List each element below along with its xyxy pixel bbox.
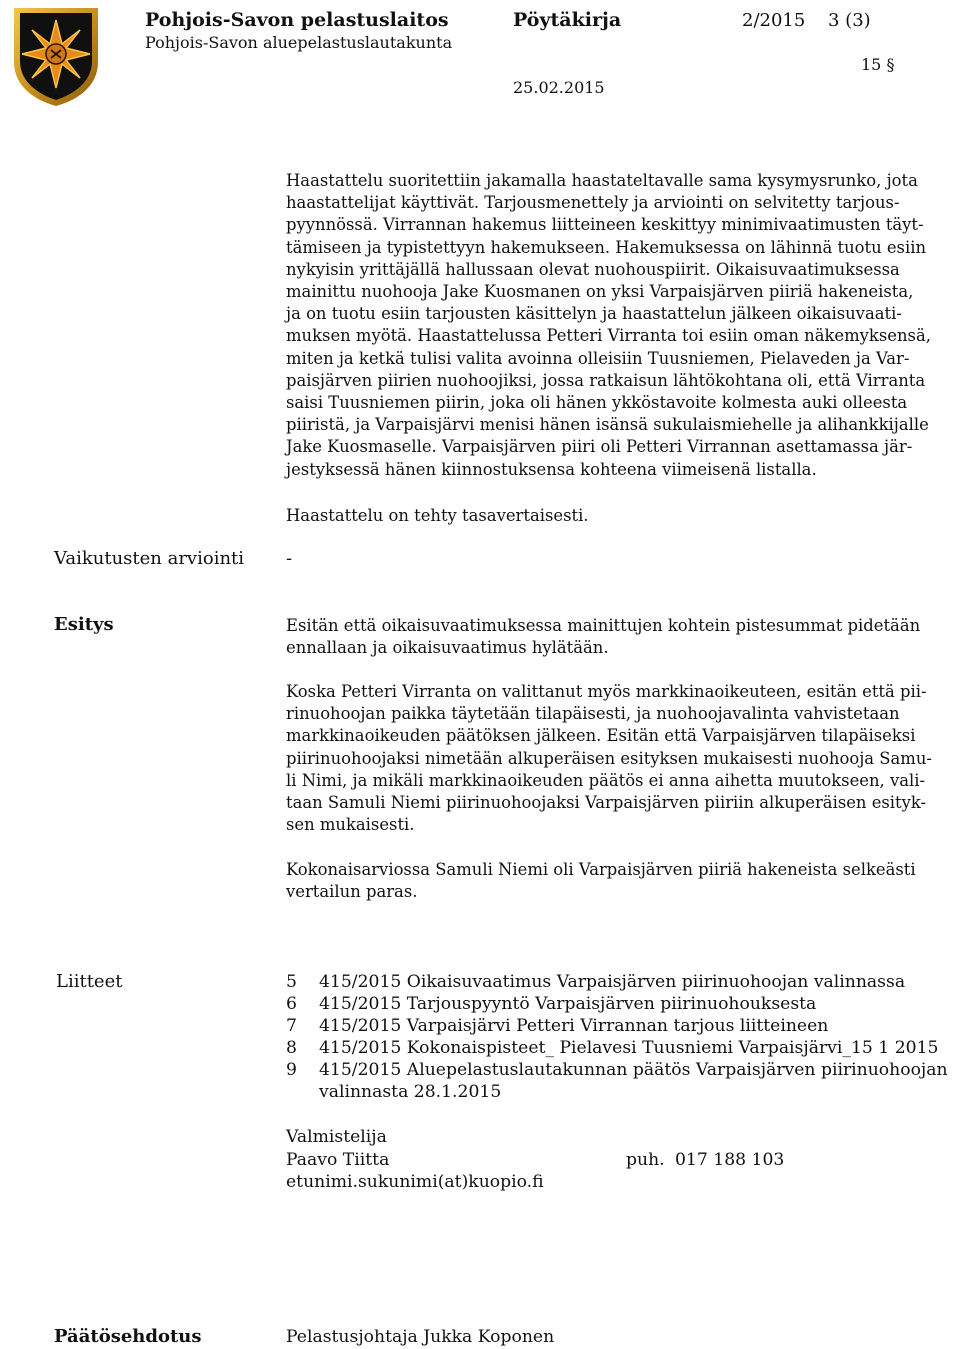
coat-of-arms-logo [10,4,102,108]
phone-number: 017 188 103 [675,1150,785,1170]
text-line: piiristä, ja Varpaisjärvi menisi hänen isänsä sukulaismiehelle ja alihankkijalle [286,415,929,435]
text-line: Kokonaisarviossa Samuli Niemi oli Varpaisjärven piiriä hakeneista selkeästi [286,860,916,879]
attachment-number: 6 [286,994,297,1014]
text-line: paisjärven piirien nuohoojiksi, jossa ratkaisun lähtökohtana oli, että Virranta [286,370,926,390]
impact-assessment-value: - [286,548,293,569]
attachment-item: 415/2015 Kokonaispisteet_ Pielavesi Tuusniemi Varpaisjärvi_15 1 2015 [319,1038,939,1058]
attachment-number: 5 [286,972,297,992]
impact-assessment-label: Vaikutusten arviointi [54,548,245,569]
text-line: miten ja ketkä tulisi valita avoinna olleisiin Tuusniemen, Pielaveden ja Var- [286,348,910,368]
text-line: li Nimi, ja mikäli markkinaoikeuden päätös ei anna aihetta muutokseen, vali- [286,770,926,790]
text-line: Haastattelu on tehty tasavertaisesti. [286,506,589,525]
attachment-number: 7 [286,1016,297,1036]
interview-paragraph [286,170,956,481]
attachment-item: 415/2015 Varpaisjärvi Petteri Virrannan tarjous liitteineen [319,1016,829,1036]
attachments-label: Liitteet [56,971,123,992]
attachment-item: 415/2015 Tarjouspyyntö Varpaisjärven piirinuohouksesta [319,994,817,1014]
proposal-label: Esitys [54,614,114,635]
organization-name: Pohjois-Savon pelastuslaitos [145,9,449,31]
proposal-paragraph-2 [286,681,956,836]
attachment-item-continuation: valinnasta 28.1.2015 [319,1082,502,1102]
document-number: 2/2015 [742,10,806,31]
text-line: ja on tuotu esiin tarjousten käsittelyn ja haastattelun jälkeen oikaisuvaati- [286,304,902,324]
text-line: vertailun paras. [286,882,418,902]
preparer-name: Paavo Tiitta [286,1150,390,1170]
attachment-number: 9 [286,1060,297,1080]
text-line: ennallaan ja oikaisuvaatimus hylätään. [286,638,609,658]
text-line: pyynnössä. Virrannan hakemus liitteineen keskittyy minimivaatimusten täyt- [286,215,924,235]
meeting-date: 25.02.2015 [513,78,605,97]
text-line: Esitän että oikaisuvaatimuksessa mainittujen kohtein pistesummat pidetään [286,616,921,635]
text-line: saisi Tuusniemen piirin, joka oli hänen ykköstavoite kolmesta auki olleesta [286,393,908,413]
interview-fairness-paragraph [286,505,956,527]
attachment-item: 415/2015 Oikaisuvaatimus Varpaisjärven piirinuohoojan valinnassa [319,972,906,992]
text-line: Haastattelu suoritettiin jakamalla haastateltavalle sama kysymysrunko, jota [286,171,918,190]
text-line: jestyksessä hänen kiinnostuksensa kohteena viimeisenä listalla. [286,459,817,479]
attachment-item: 415/2015 Aluepelastuslautakunnan päätös Varpaisjärven piirinuohoojan [319,1060,948,1080]
text-line: taan Samuli Niemi piirinuohoojaksi Varpaisjärven piiriin alkuperäisen esityk- [286,793,927,813]
decision-proposal-label: Päätösehdotus [54,1326,202,1347]
section-number: 15 § [861,55,895,74]
text-line: Koska Petteri Virranta on valittanut myös markkinaoikeuteen, esitän että pii- [286,682,927,701]
preparer-label: Valmistelija [286,1127,387,1147]
text-line: markkinaoikeuden päätöksen jälkeen. Esitän että Varpaisjärven tilapäiseksi [286,726,916,746]
text-line: rinuohoojan paikka täytetään tilapäisesti, ja nuohoojavalinta vahvistetaan [286,704,900,724]
text-line: piirinuohoojaksi nimetään alkuperäisen esityksen mukaisesti nuohooja Samu- [286,748,932,768]
subunit-name: Pohjois-Savon aluepelastuslautakunta [145,33,453,52]
proposal-paragraph-3 [286,859,956,903]
text-line: sen mukaisesti. [286,815,415,835]
text-line: nykyisin yrittäjällä hallussaan olevat nuohouspiirit. Oikaisuvaatimuksessa [286,259,900,279]
text-line: muksen myötä. Haastattelussa Petteri Virranta toi esiin oman näkemyksensä, [286,326,931,346]
phone-label: puh. [626,1150,665,1170]
text-line: Jake Kuosmaselle. Varpaisjärven piiri oli Petteri Virrannan asettamassa jär- [286,437,913,457]
preparer-email: etunimi.sukunimi(at)kuopio.fi [286,1172,544,1192]
page-number: 3 (3) [828,10,871,31]
text-line: mainittu nuohooja Jake Kuosmanen on yksi Varpaisjärven piiriä hakeneista, [286,282,914,302]
document-type: Pöytäkirja [513,9,622,31]
proposal-paragraph-1 [286,615,956,659]
attachment-number: 8 [286,1038,297,1058]
text-line: tämiseen ja typistettyyn hakemukseen. Hakemuksessa on lähinnä tuotu esiin [286,237,927,257]
decision-proposer: Pelastusjohtaja Jukka Koponen [286,1327,555,1347]
shield-icon [10,4,102,108]
text-line: haastattelijat käyttivät. Tarjousmenettely ja arviointi on selvitetty tarjous- [286,193,900,213]
